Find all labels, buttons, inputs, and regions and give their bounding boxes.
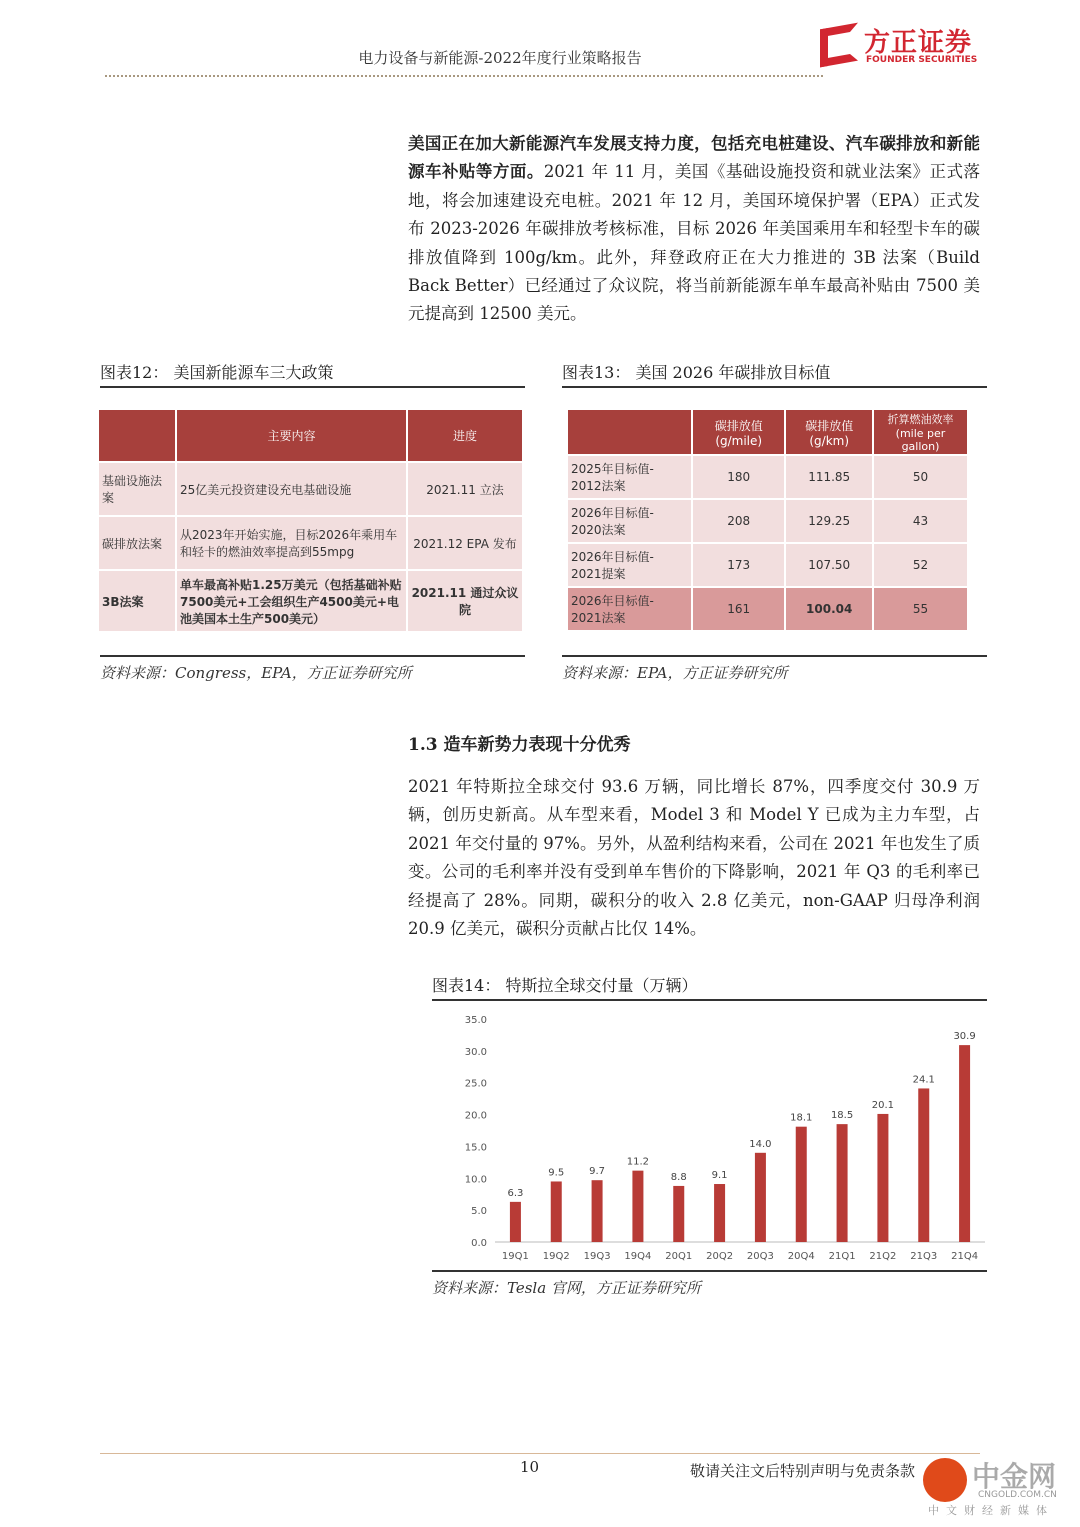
- th: 进度: [407, 409, 523, 462]
- fig14-source: 资料来源：Tesla 官网，方正证券研究所: [432, 1270, 987, 1298]
- th: [98, 409, 176, 462]
- fig13-table: [566, 408, 969, 632]
- para-text: 2021 年 11 月，美国《基础设施投资和就业法案》正式落地，将会加速建设充电桩。2021 年 12 月，美国环境保护署（EPA）正式发布 2023-2026 年碳排放考核标准，目标 2026 年美国乘用车和轻型卡车的碳排放值降到 100g/km。此外，拜登政府正在大力推进的 3B 法案（Build Back Better）已经通过了众议院，将当前新能源车单车最高补贴由 7500 美元提高到 12500 美元。: [408, 162, 980, 324]
- data-label: 9.5: [548, 1167, 565, 1179]
- x-tick-label: 20Q1: [665, 1251, 693, 1262]
- table-row: 碳排放法案 从2023年开始实施，目标2026年乘用车和轻卡的燃油效率提高到55mpg 2021.12 EPA 发布: [98, 516, 523, 570]
- bar-20Q2: [714, 1184, 725, 1242]
- data-label: 11.2: [626, 1156, 650, 1168]
- bar-20Q4: [796, 1127, 807, 1242]
- y-tick-label: 20.0: [464, 1110, 487, 1122]
- table-row: 2026年目标值- 2020法案 208 129.25 43: [567, 499, 968, 543]
- y-tick-label: 25.0: [464, 1078, 487, 1090]
- fig14-caption: 图表14： 特斯拉全球交付量（万辆）: [432, 973, 987, 1001]
- bar-20Q3: [755, 1153, 766, 1242]
- bar-19Q2: [551, 1181, 562, 1242]
- y-tick-label: 15.0: [464, 1142, 487, 1154]
- cngold-logo-icon: [923, 1458, 967, 1502]
- data-label: 6.3: [507, 1187, 524, 1199]
- x-tick-label: 20Q4: [787, 1251, 815, 1262]
- footer-divider: [100, 1453, 980, 1454]
- th: [567, 409, 692, 455]
- x-tick-label: 19Q1: [501, 1251, 529, 1262]
- wm-cn: 中金网: [972, 1460, 1057, 1493]
- bar-21Q2: [877, 1114, 888, 1242]
- table-row: 2025年目标值- 2012法案 180 111.85 50: [567, 455, 968, 499]
- wm-en: CNGOLD.COM.CN: [978, 1490, 1057, 1500]
- data-label: 24.1: [912, 1074, 935, 1086]
- tesla-deliveries-chart: [432, 1005, 987, 1270]
- bar-19Q4: [632, 1171, 643, 1242]
- header-title: 电力设备与新能源-2022年度行业策略报告: [358, 49, 642, 67]
- th: 碳排放值(g/mile): [692, 409, 785, 455]
- cngold-watermark: [920, 1455, 1080, 1525]
- logo-cn: 方正证券: [864, 28, 973, 58]
- header-divider: [105, 75, 823, 77]
- x-tick-label: 21Q2: [869, 1251, 897, 1262]
- bar-21Q1: [837, 1124, 848, 1242]
- para-bold: 美国正在加大新能源汽车发展支持力度，包括充电桩建设、汽车碳排放和新能源车补贴等方面。: [408, 134, 980, 182]
- wm-sub: 中文财经新媒体: [928, 1504, 1054, 1517]
- page-number: 10: [520, 1458, 540, 1476]
- th: 碳排放值(g/km): [785, 409, 873, 455]
- x-tick-label: 19Q4: [624, 1251, 652, 1262]
- y-tick-label: 35.0: [464, 1015, 487, 1026]
- x-tick-label: 21Q4: [951, 1251, 979, 1262]
- th: 折算燃油效率(mile per gallon): [873, 409, 968, 455]
- fig12-table: [97, 408, 524, 633]
- logo-en: FOUNDER SECURITIES: [866, 55, 978, 65]
- y-tick-label: 5.0: [471, 1206, 487, 1218]
- data-label: 30.9: [953, 1031, 976, 1043]
- disclaimer-note: 敬请关注文后特别声明与免责条款: [690, 1462, 916, 1480]
- table-row: 基础设施法案 25亿美元投资建设充电基础设施 2021.11 立法: [98, 462, 523, 516]
- data-label: 20.1: [871, 1099, 895, 1111]
- fig13-source: 资料来源：EPA，方正证券研究所: [562, 655, 987, 683]
- bar-20Q1: [673, 1186, 684, 1242]
- table-row: 2026年目标值- 2021法案 161 100.04 55: [567, 587, 968, 631]
- x-tick-label: 21Q1: [828, 1251, 856, 1262]
- x-tick-label: 21Q3: [910, 1251, 938, 1262]
- section-title: 1.3 造车新势力表现十分优秀: [408, 735, 631, 755]
- data-label: 9.1: [711, 1170, 728, 1182]
- logo-mark-icon: [820, 23, 858, 68]
- bar-19Q3: [592, 1180, 603, 1242]
- bar-21Q3: [918, 1088, 929, 1242]
- table-row: 2026年目标值- 2021提案 173 107.50 52: [567, 543, 968, 587]
- x-tick-label: 20Q2: [706, 1251, 734, 1262]
- y-tick-label: 10.0: [464, 1174, 487, 1186]
- fig13-caption: 图表13： 美国 2026 年碳排放目标值: [562, 360, 987, 388]
- founder-logo: [820, 22, 990, 70]
- table-row: 3B法案 单车最高补贴1.25万美元（包括基础补贴7500美元+工会组织生产4500美元+电池美国本土生产500美元） 2021.11 通过众议院: [98, 570, 523, 632]
- fig12-source: 资料来源：Congress，EPA，方正证券研究所: [100, 655, 525, 683]
- x-tick-label: 19Q3: [583, 1251, 611, 1262]
- fig12-caption: 图表12： 美国新能源车三大政策: [100, 360, 525, 388]
- data-label: 14.0: [749, 1138, 772, 1150]
- x-tick-label: 20Q3: [746, 1251, 774, 1262]
- y-tick-label: 30.0: [464, 1046, 487, 1058]
- bar-21Q4: [959, 1045, 970, 1242]
- data-label: 18.5: [830, 1110, 854, 1122]
- bar-19Q1: [510, 1202, 521, 1242]
- y-tick-label: 0.0: [471, 1238, 487, 1249]
- data-label: 9.7: [589, 1166, 606, 1178]
- paragraph-tesla: 2021 年特斯拉全球交付 93.6 万辆，同比增长 87%，四季度交付 30.9 万辆，创历史新高。从车型来看，Model 3 和 Model Y 已成为主力车型，占 2021 年交付量的 97%。另外，从盈利结构来看，公司在 2021 年也发生了质变。公司的毛利率并没有受到单车售价的下降影响，2021 年 Q3 的毛利率已经提高了 28%。同期，碳积分的收入 2.8 亿美元，non-GAAP 归母净利润 20.9 亿美元，碳积分贡献占比仅 14%。: [408, 777, 980, 939]
- x-tick-label: 19Q2: [542, 1251, 570, 1262]
- data-label: 8.8: [670, 1171, 687, 1183]
- data-label: 18.1: [790, 1112, 813, 1124]
- paragraph-us-policy: [408, 130, 980, 329]
- th: 主要内容: [176, 409, 407, 462]
